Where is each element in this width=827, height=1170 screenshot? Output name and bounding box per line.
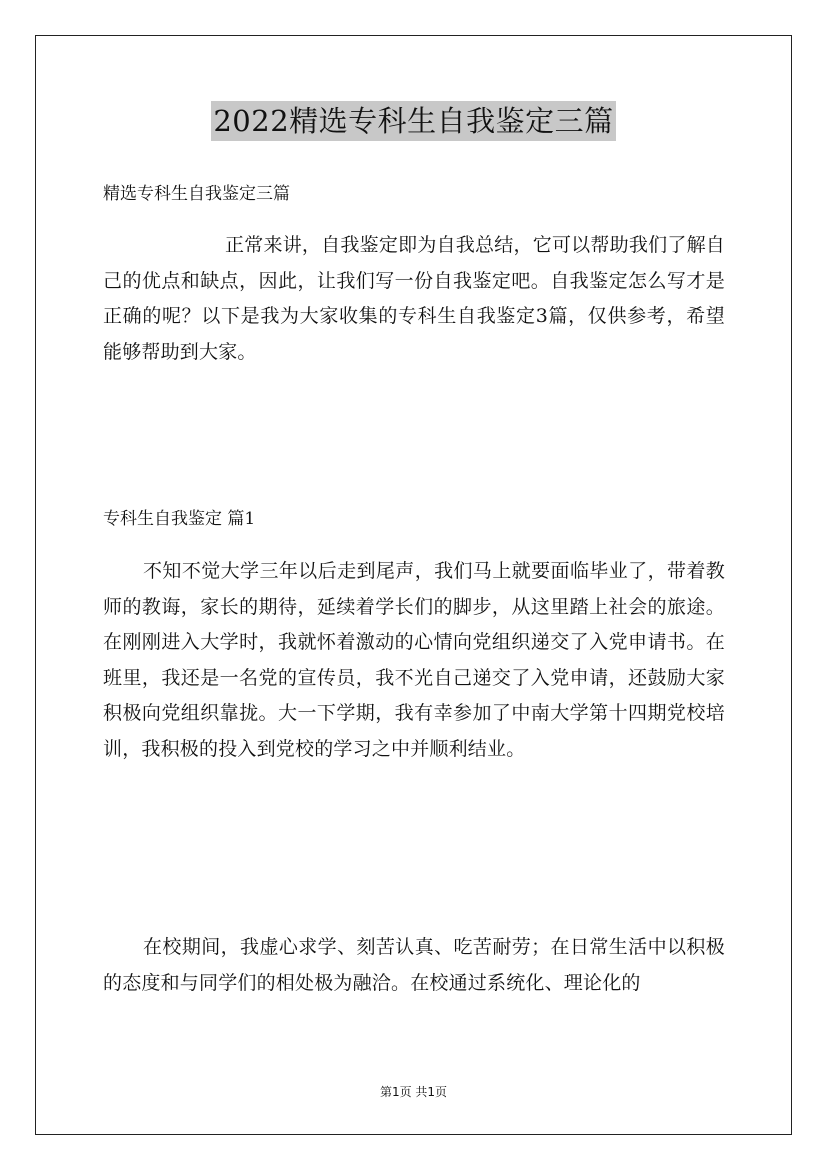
section-heading: 专科生自我鉴定 篇1	[103, 509, 256, 529]
document-title-container	[0, 101, 827, 141]
intro-paragraph: 正常来讲，自我鉴定即为自我总结，它可以帮助我们了解自己的优点和缺点，因此，让我们写一份自我鉴定吧。自我鉴定怎么写才是正确的呢？以下是我为大家收集的专科生自我鉴定3篇，仅供参考，希望能够帮助到大家。	[103, 234, 725, 363]
body-paragraph-1: 不知不觉大学三年以后走到尾声，我们马上就要面临毕业了，带着教师的教诲，家长的期待，延续着学长们的脚步，从这里踏上社会的旅途。在刚刚进入大学时，我就怀着激动的心情向党组织递交了入党申请书。在班里，我还是一名党的宣传员，我不光自己递交了入党申请，还鼓励大家积极向党组织靠拢。大一下学期，我有幸参加了中南大学第十四期党校培训，我积极的投入到党校的学习之中并顺利结业。	[103, 560, 725, 760]
body-paragraph-2: 在校期间，我虚心求学、刻苦认真、吃苦耐劳；在日常生活中以积极的态度和与同学们的相处极为融洽。在校通过系统化、理论化的	[103, 936, 725, 994]
document-title: 2022精选专科生自我鉴定三篇	[211, 101, 615, 141]
document-subtitle: 精选专科生自我鉴定三篇	[103, 184, 290, 204]
page-footer: 第1页 共1页	[379, 1085, 448, 1099]
